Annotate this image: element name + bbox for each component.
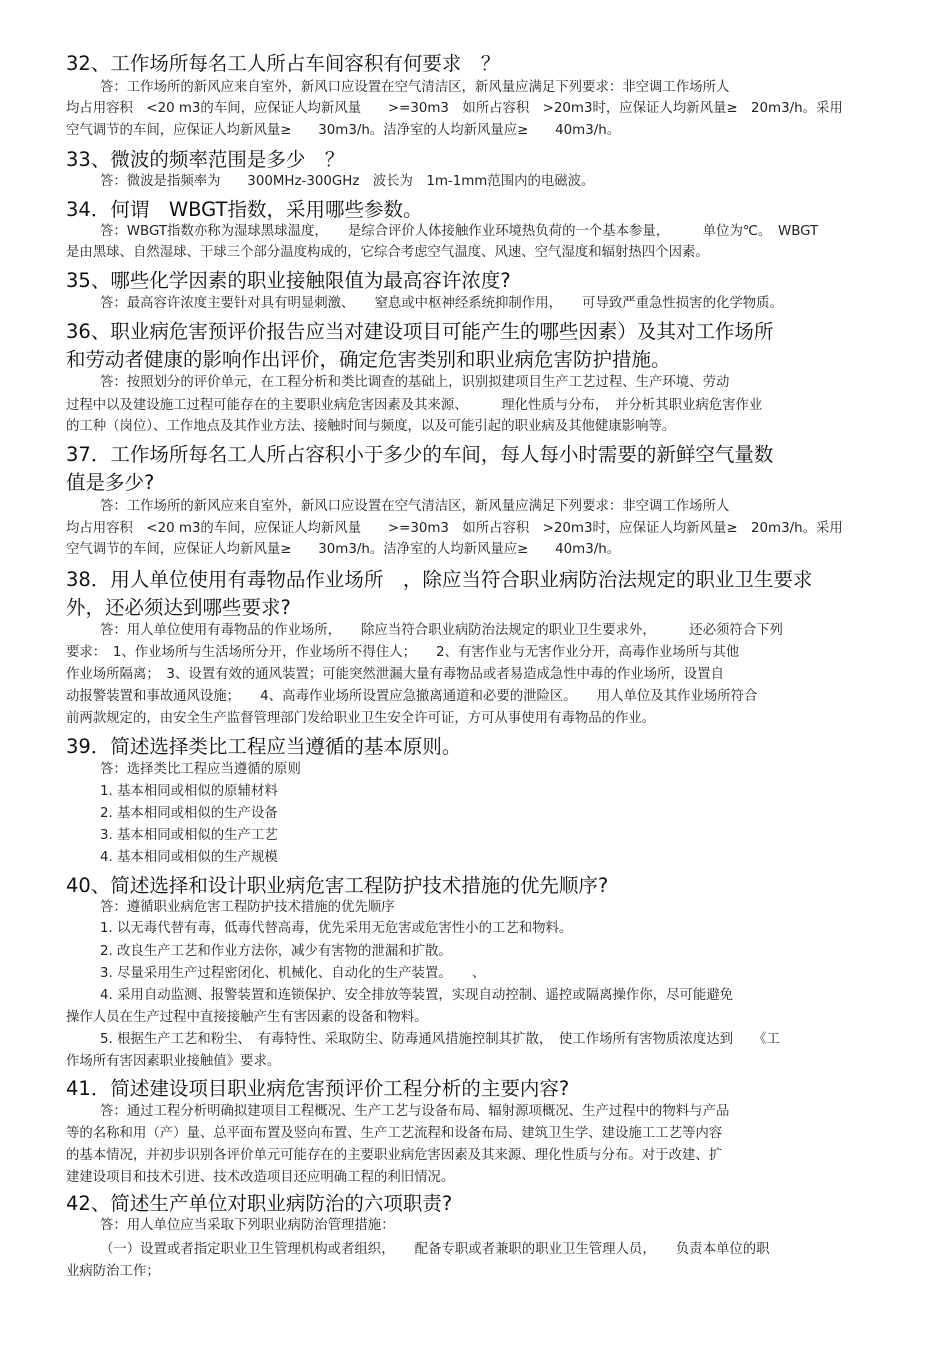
answer-36-line-2: 过程中以及建设施工过程可能存在的主要职业病危害因素及其来源、 理化性质与分布， 并分析其职业病危害作业 <box>66 398 763 413</box>
answer-37-line-3: 空气调节的车间，应保证人均新风量≥ 30m3/h。洁净室的人均新风量应≥ 40m3/h。 <box>66 542 621 557</box>
question-39-title: 39．简述选择类比工程应当遵循的基本原则。 <box>66 735 462 758</box>
answer-40-item-4: 4. 采用自动监测、报警装置和连锁保护、安全排放等装置，实现自动控制、遥控或隔离操作你，尽可能避免 <box>100 988 733 1003</box>
answer-32-line-3: 空气调节的车间，应保证人均新风量≥ 30m3/h。洁净室的人均新风量应≥ 40m3/h。 <box>66 123 621 138</box>
answer-40-item-5: 5. 根据生产工艺和粉尘、 有毒特性、采取防尘、防毒通风措施控制其扩散， 使工作场所有害物质浓度达到 《工 <box>100 1032 780 1047</box>
question-42-title: 42、简述生产单位对职业病防治的六项职责? <box>66 1192 453 1215</box>
answer-37-line-1: 答：工作场所的新风应来自室外，新风口应设置在空气清洁区，新风量应满足下列要求：非空调工作场所人 <box>100 499 730 514</box>
answer-34-line-2: 是由黑球、自然湿球、干球三个部分温度构成的，它综合考虑空气温度、风速、空气湿度和辐射热四个因素。 <box>66 245 709 260</box>
answer-33-line-1: 答：微波是指频率为 300MHz-300GHz 波长为 1m-1mm范围内的电磁波。 <box>100 174 595 189</box>
answer-36-line-1: 答：按照划分的评价单元，在工程分析和类比调查的基础上，识别拟建项目生产工艺过程、生产环境、劳动 <box>100 375 730 390</box>
question-35-title: 35、哪些化学因素的职业接触限值为最高容许浓度? <box>66 269 511 292</box>
answer-39-item-3: 3. 基本相同或相似的生产工艺 <box>100 828 278 843</box>
answer-42-line-1: 答：用人单位应当采取下列职业病防治管理措施： <box>100 1218 395 1233</box>
answer-40-item-4-cont: 操作人员在生产过程中直接接触产生有害因素的设备和物料。 <box>66 1010 428 1025</box>
answer-32-line-1: 答：工作场所的新风应来自室外，新风口应设置在空气清洁区，新风量应满足下列要求：非空调工作场所人 <box>100 80 730 95</box>
answer-32-line-2: 均占用容积 <20 m3的车间，应保证人均新风量 >=30m3 如所占容积 >20m3时，应保证人均新风量≥ 20m3/h。采用 <box>66 101 843 116</box>
answer-38-line-4: 动报警装置和事故通风设施； 4、高毒作业场所设置应急撤离通道和必要的泄险区。 用人单位及其作业场所符合 <box>66 689 758 704</box>
answer-39-line-1: 答：选择类比工程应当遵循的原则 <box>100 762 301 777</box>
answer-40-item-1: 1. 以无毒代替有毒，低毒代替高毒，优先采用无危害或危害性小的工艺和物料。 <box>100 921 573 936</box>
answer-41-line-2: 等的名称和用（产）量、总平面布置及竖向布置、生产工艺流程和设备布局、建筑卫生学、建设施工工艺等内容 <box>66 1126 723 1141</box>
answer-39-item-1: 1. 基本相同或相似的原辅材料 <box>100 784 278 799</box>
answer-39-item-2: 2. 基本相同或相似的生产设备 <box>100 806 278 821</box>
question-38-title-1: 38．用人单位使用有毒物品作业场所 ，除应当符合职业病防治法规定的职业卫生要求 <box>66 568 813 591</box>
question-36-title-1: 36、职业病危害预评价报告应当对建设项目可能产生的哪些因素）及其对工作场所 <box>66 320 774 343</box>
answer-40-item-3: 3. 尽量采用生产过程密闭化、机械化、自动化的生产装置。 、 <box>100 966 486 981</box>
question-34-title: 34．何谓 WBGT指数，采用哪些参数。 <box>66 198 423 221</box>
answer-41-line-4: 建建设项目和技术引进、技术改造项目还应明确工程的利旧情况。 <box>66 1170 455 1185</box>
question-36-title-2: 和劳动者健康的影响作出评价，确定危害类别和职业病危害防护措施。 <box>66 348 671 371</box>
answer-38-line-3: 作业场所隔离； 3、设置有效的通风装置；可能突然泄漏大量有毒物品或者易造成急性中毒的作业场所，设置自 <box>66 667 724 682</box>
answer-40-item-2: 2. 改良生产工艺和作业方法你，减少有害物的泄漏和扩散。 <box>100 944 452 959</box>
answer-42-item-1: （一）设置或者指定职业卫生管理机构或者组织， 配备专职或者兼职的职业卫生管理人员， 负责本单位的职 <box>100 1242 770 1257</box>
answer-38-line-5: 前两款规定的，由安全生产监督管理部门发给职业卫生安全许可证，方可从事使用有毒物品的作业。 <box>66 711 656 726</box>
answer-37-line-2: 均占用容积 <20 m3的车间，应保证人均新风量 >=30m3 如所占容积 >20m3时，应保证人均新风量≥ 20m3/h。采用 <box>66 521 843 536</box>
answer-40-item-5-cont: 作场所有害因素职业接触值》要求。 <box>66 1054 281 1069</box>
answer-38-line-1: 答：用人单位使用有毒物品的作业场所， 除应当符合职业病防治法规定的职业卫生要求外， 还必须符合下列 <box>100 623 783 638</box>
question-33-title: 33、微波的频率范围是多少 ？ <box>66 148 345 171</box>
question-41-title: 41．简述建设项目职业病危害预评价工程分析的主要内容? <box>66 1077 570 1100</box>
answer-40-line-1: 答：遵循职业病危害工程防护技术措施的优先顺序 <box>100 900 395 915</box>
answer-42-item-1-cont: 业病防治工作； <box>66 1264 160 1279</box>
answer-36-line-3: 的工种（岗位）、工作地点及其作业方法、接触时间与频度，以及可能引起的职业病及其他健康影响等。 <box>66 419 676 434</box>
answer-39-item-4: 4. 基本相同或相似的生产规模 <box>100 850 278 865</box>
answer-35-line-1: 答：最高容许浓度主要针对具有明显刺激、 窒息或中枢神经系统抑制作用， 可导致严重急性损害的化学物质。 <box>100 296 783 311</box>
question-38-title-2: 外，还必须达到哪些要求? <box>66 596 291 619</box>
question-37-title-2: 值是多少? <box>66 471 155 494</box>
answer-34-line-1: 答：WBGT指数亦称为湿球黑球温度， 是综合评价人体接触作业环境热负荷的一个基本参量， 单位为℃。 WBGT <box>100 224 819 239</box>
answer-38-line-2: 要求： 1、作业场所与生活场所分开，作业场所不得住人； 2、有害作业与无害作业分开，高毒作业场所与其他 <box>66 645 740 660</box>
question-40-title: 40、简述选择和设计职业病危害工程防护技术措施的优先顺序? <box>66 874 609 897</box>
answer-41-line-3: 的基本情况，并初步识别各评价单元可能存在的主要职业病危害因素及其来源、理化性质与分布。对于改建、扩 <box>66 1148 723 1163</box>
question-37-title-1: 37．工作场所每名工人所占容积小于多少的车间，每人每小时需要的新鲜空气量数 <box>66 443 774 466</box>
question-32-title: 32、工作场所每名工人所占车间容积有何要求 ？ <box>66 52 501 75</box>
answer-41-line-1: 答：通过工程分析明确拟建项目工程概况、生产工艺与设备布局、辐射源项概况、生产过程中的物料与产品 <box>100 1104 730 1119</box>
